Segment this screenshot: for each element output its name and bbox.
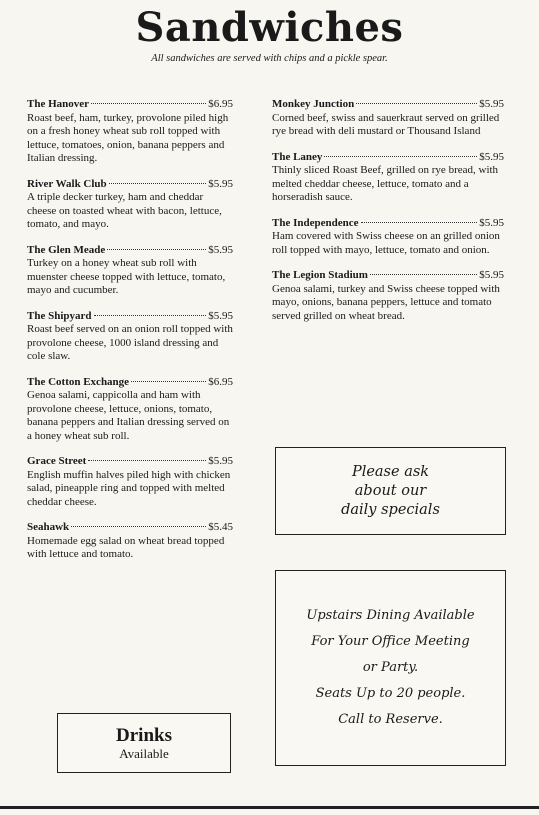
dot-leader	[88, 460, 206, 461]
menu-item	[27, 310, 233, 364]
item-price: $5.95	[208, 177, 233, 190]
dot-leader	[131, 381, 206, 382]
left-column	[27, 98, 233, 574]
dot-leader	[356, 103, 477, 104]
menu-item	[27, 178, 233, 232]
dot-leader	[361, 222, 478, 223]
item-name: The Independence	[272, 216, 359, 229]
dot-leader	[370, 274, 477, 275]
item-name: Monkey Junction	[272, 98, 355, 110]
bottom-rule	[0, 806, 539, 809]
item-description: Genoa salami, turkey and Swiss cheese topped with mayo, onions, banana peppers, lettuce and tomato served grilled on wheat bread.	[272, 282, 500, 322]
item-price: $5.45	[208, 521, 233, 533]
menu-item	[27, 521, 233, 562]
item-name: The Cotton Exchange	[27, 375, 130, 388]
item-name: The Legion Stadium	[272, 269, 368, 281]
dot-leader	[91, 103, 206, 104]
dot-leader	[324, 156, 477, 157]
item-price: $5.95	[479, 150, 504, 163]
menu-item	[272, 98, 504, 139]
drinks-title: Drinks	[116, 725, 172, 746]
upstairs-line: Upstairs Dining Available	[306, 608, 475, 623]
drinks-box	[57, 713, 231, 773]
dot-leader	[107, 249, 206, 250]
item-description: Corned beef, swiss and sauerkraut served on grilled rye bread with deli mustard or Thousand Island	[272, 111, 500, 137]
upstairs-line: Seats Up to 20 people.	[315, 686, 466, 701]
daily-specials-box	[275, 447, 506, 535]
item-description: Genoa salami, cappicolla and ham with provolone cheese, lettuce, onions, tomato, banana peppers and Italian dressing served on a honey wheat sub roll.	[27, 389, 230, 442]
item-name: The Laney	[272, 150, 323, 163]
dot-leader	[94, 315, 207, 316]
item-name: River Walk Club	[27, 177, 107, 190]
upstairs-line: Call to Reserve.	[338, 712, 443, 727]
drinks-subtitle: Available	[119, 746, 169, 761]
menu-item	[272, 269, 504, 323]
menu-item	[27, 455, 233, 509]
item-name: Grace Street	[27, 455, 87, 467]
item-description: Turkey on a honey wheat sub roll with muenster cheese topped with lettuce, tomato, mayo and cucumber.	[27, 257, 226, 296]
item-price: $5.95	[479, 269, 504, 281]
right-column	[272, 98, 504, 335]
item-name: Seahawk	[27, 521, 70, 533]
item-price: $6.95	[208, 98, 233, 110]
dot-leader	[71, 526, 206, 527]
upstairs-line: For Your Office Meeting	[311, 634, 470, 649]
item-description: Thinly sliced Roast Beef, grilled on rye bread, with melted cheddar cheese, lettuce, tomato and a horseradish sauce.	[272, 164, 499, 203]
upstairs-dining-box	[275, 570, 506, 766]
menu-item	[272, 151, 504, 205]
item-description: A triple decker turkey, ham and cheddar cheese on toasted wheat with bacon, lettuce, tomato, and mayo.	[27, 191, 222, 230]
item-description: Roast beef served on an onion roll topped with provolone cheese, 1000 island dressing and cole slaw.	[27, 323, 233, 362]
page-title: Sandwiches	[135, 4, 404, 51]
specials-line: Please ask	[351, 463, 430, 480]
menu-item	[27, 244, 233, 298]
item-name: The Glen Meade	[27, 243, 106, 256]
item-price: $5.95	[208, 455, 233, 467]
item-description: Homemade egg salad on wheat bread topped with lettuce and tomato.	[27, 534, 225, 560]
upstairs-line: or Party.	[362, 660, 419, 675]
menu-item	[27, 98, 233, 166]
menu-item	[272, 217, 504, 258]
specials-line: daily specials	[341, 501, 440, 518]
specials-line: about our	[354, 482, 427, 499]
menu-item	[27, 376, 233, 444]
item-description: Roast beef, ham, turkey, provolone piled high on a fresh honey wheat sub roll topped with lettuce, tomatoes, onion, banana peppers and Italian dressing.	[27, 111, 229, 164]
item-name: The Hanover	[27, 98, 90, 110]
item-price: $5.95	[208, 309, 233, 322]
item-description: English muffin halves piled high with chicken salad, pineapple ring and topped with melted cheddar cheese.	[27, 468, 231, 508]
item-price: $5.95	[479, 98, 504, 110]
item-price: $5.95	[208, 243, 233, 256]
item-description: Ham covered with Swiss cheese on an grilled onion roll topped with mayo, lettuce, tomato and onion.	[272, 230, 500, 256]
page-subtitle: All sandwiches are served with chips and a pickle spear.	[151, 53, 388, 64]
dot-leader	[109, 183, 207, 184]
item-name: The Shipyard	[27, 309, 92, 322]
item-price: $6.95	[208, 375, 233, 388]
item-price: $5.95	[479, 216, 504, 229]
